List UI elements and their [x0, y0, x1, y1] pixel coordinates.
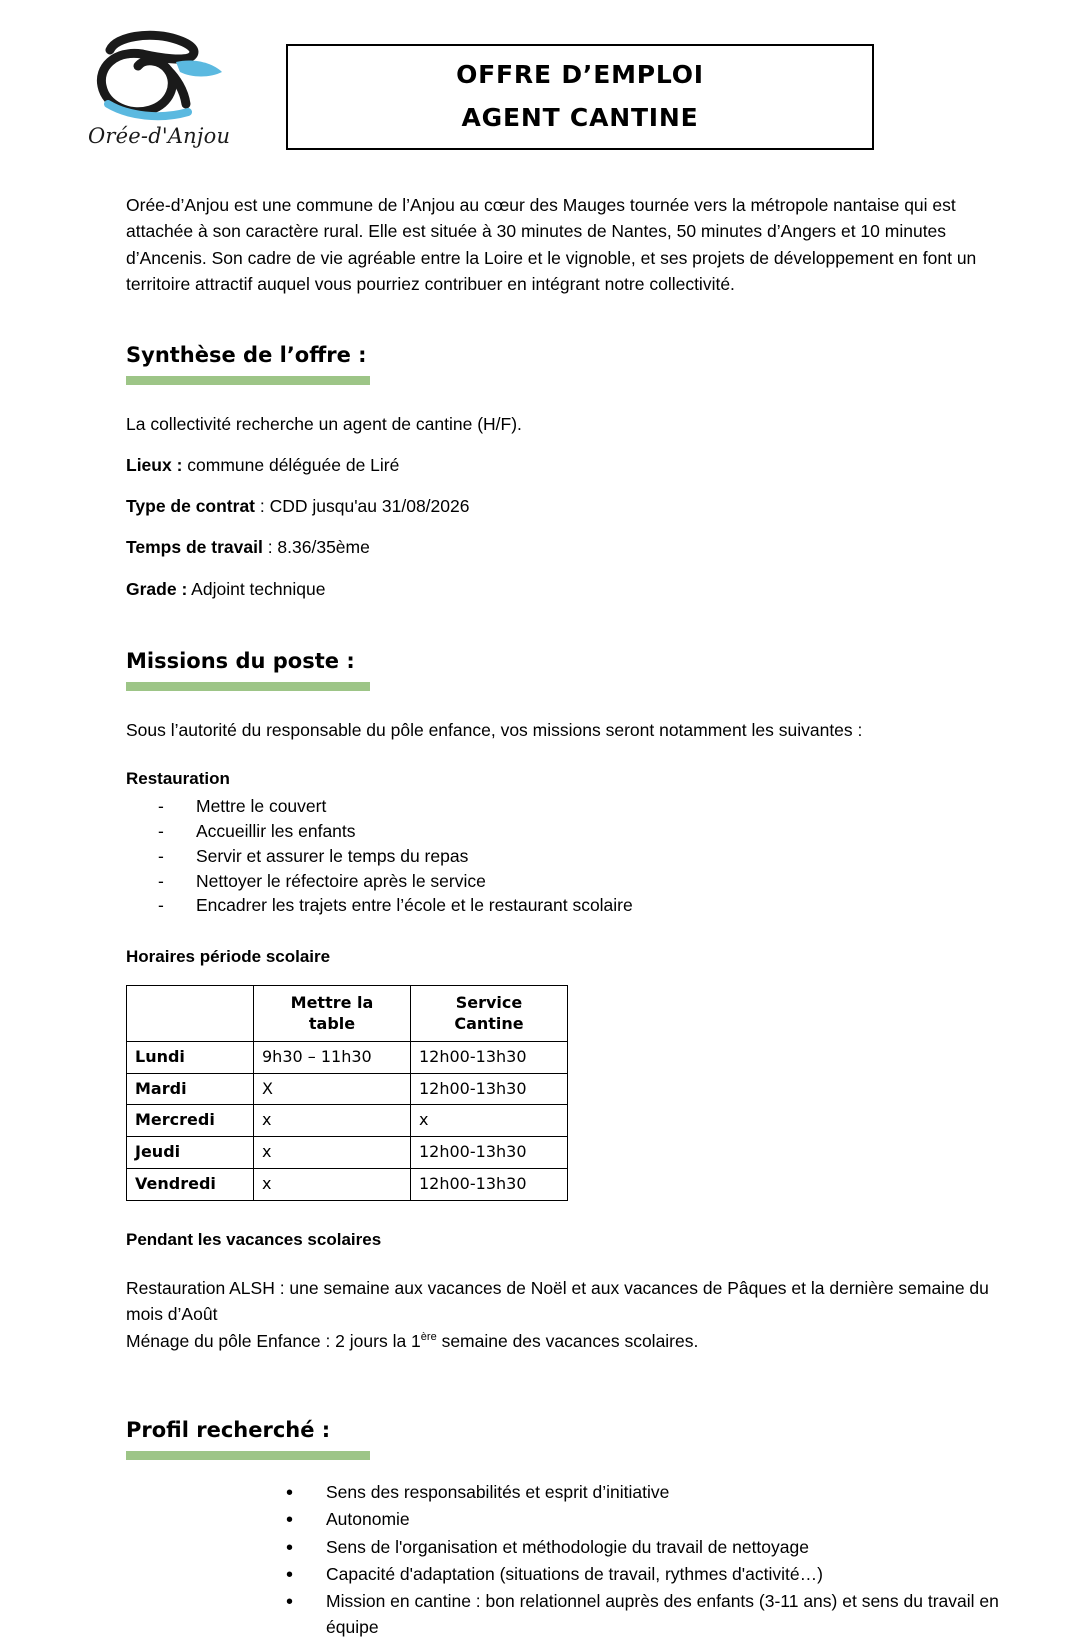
list-item: • Capacité d'adaptation (situations de travail, rythmes d'activité…) [286, 1562, 1002, 1587]
vacances-paragraph-1: Restauration ALSH : une semaine aux vacances de Noël et aux vacances de Pâques et la dernière semaine du mois d’Août [126, 1278, 989, 1325]
table-cell-day: Mardi [127, 1073, 254, 1105]
vacances-heading: Pendant les vacances scolaires [126, 1229, 382, 1249]
table-cell-table: x [254, 1137, 411, 1169]
synthese-content [126, 411, 1002, 603]
synthese-grade [126, 576, 1002, 603]
list-item: • Sens des responsabilités et esprit d’initiative [286, 1480, 1002, 1505]
synthese-temps [126, 534, 1002, 561]
table-cell-table: x [254, 1105, 411, 1137]
table-col-mettre-la-table: Mettre la table [254, 985, 411, 1041]
list-item: - Accueillir les enfants [158, 819, 1002, 844]
synthese-lieux [126, 452, 1002, 479]
table-col-service-cantine: Service Cantine [411, 985, 568, 1041]
lieux-label: Lieux : [126, 455, 183, 476]
section-synthese [126, 343, 1002, 603]
table-row [127, 1169, 568, 1201]
synthese-line: La collectivité recherche un agent de cantine (H/F). [126, 414, 522, 434]
synthese-contrat [126, 493, 1002, 520]
table-corner-cell [127, 985, 254, 1041]
job-title-box [286, 44, 874, 150]
section-rule [126, 1451, 370, 1460]
table-cell-cantine: 12h00-13h30 [411, 1073, 568, 1105]
section-heading-missions: Missions du poste : [126, 648, 355, 673]
intro-paragraph: Orée-d’Anjou est une commune de l’Anjou au cœur des Mauges tournée vers la métropole nantaise qui est attachée à son caractère rural. Elle est située à 30 minutes de Nantes, 50 minutes d’Angers et 10 minutes d’Ancenis. Son cadre de vie agréable entre la Loire et le vignoble, et ses projets de développement en font un territoire attractif auquel vous pourriez contribuer en intégrant notre collectivité. [126, 195, 977, 294]
table-header-row [127, 985, 568, 1041]
section-rule [126, 376, 370, 385]
contrat-label: Type de contrat [126, 496, 256, 517]
schedule-table [126, 985, 568, 1201]
section-profil [126, 1418, 1002, 1640]
section-heading-synthese: Synthèse de l’offre : [126, 343, 367, 367]
temps-value: : 8.36/35ème [262, 537, 370, 558]
table-cell-day: Lundi [127, 1041, 254, 1073]
horaires-heading: Horaires période scolaire [126, 947, 331, 967]
document-header [0, 0, 1080, 168]
table-row [127, 1073, 568, 1105]
vacances-p2-ordinal: ère [420, 1330, 437, 1343]
section-heading-profil: Profil recherché : [126, 1417, 331, 1442]
temps-label: Temps de travail [126, 537, 263, 558]
missions-content [126, 717, 1002, 1354]
section-rule [126, 682, 370, 691]
lieux-value: commune déléguée de Liré [182, 455, 400, 476]
list-item: • Autonomie [286, 1507, 1002, 1532]
document-body [0, 192, 1080, 1640]
missions-intro: Sous l’autorité du responsable du pôle enfance, vos missions seront notamment les suivantes : [126, 719, 863, 740]
vacances-note [126, 1275, 1002, 1354]
list-item: • Mission en cantine : bon relationnel auprès des enfants (3-11 ans) et sens du travail en équipe [286, 1589, 1002, 1640]
restauration-list [126, 794, 1002, 918]
vacances-paragraph-2 [126, 1328, 1002, 1354]
table-cell-cantine: 12h00-13h30 [411, 1169, 568, 1201]
table-row [127, 1041, 568, 1073]
list-item: - Nettoyer le réfectoire après le service [158, 869, 1002, 894]
contrat-value: : CDD jusqu'au 31/08/2026 [255, 496, 470, 517]
list-item: - Servir et assurer le temps du repas [158, 844, 1002, 869]
logo-wordmark: Orée-d'Anjou [88, 124, 231, 148]
table-cell-cantine: x [411, 1105, 568, 1137]
table-cell-day: Jeudi [127, 1137, 254, 1169]
table-row [127, 1137, 568, 1169]
oree-danjou-logo [80, 28, 250, 168]
list-item: - Mettre le couvert [158, 794, 1002, 819]
table-cell-day: Mercredi [127, 1105, 254, 1137]
grade-value: Adjoint technique [187, 578, 326, 599]
list-item: • Sens de l'organisation et méthodologie du travail de nettoyage [286, 1535, 1002, 1560]
table-cell-table: 9h30 – 11h30 [254, 1041, 411, 1073]
restauration-heading: Restauration [126, 768, 230, 788]
job-title-primary: OFFRE D’EMPLOI [456, 60, 704, 89]
logo-mark-icon [80, 28, 250, 138]
grade-label: Grade : [126, 578, 188, 599]
table-cell-cantine: 12h00-13h30 [411, 1041, 568, 1073]
table-cell-cantine: 12h00-13h30 [411, 1137, 568, 1169]
profil-list [126, 1480, 1002, 1640]
list-item: - Encadrer les trajets entre l’école et le restaurant scolaire [158, 893, 1002, 918]
vacances-p2-part-b: semaine des vacances scolaires. [436, 1330, 699, 1351]
section-missions [126, 649, 1002, 1354]
vacances-p2-part-a: Ménage du pôle Enfance : 2 jours la 1 [126, 1330, 421, 1351]
table-row [127, 1105, 568, 1137]
table-cell-table: x [254, 1169, 411, 1201]
table-cell-day: Vendredi [127, 1169, 254, 1201]
table-cell-table: X [254, 1073, 411, 1105]
job-title-secondary: AGENT CANTINE [461, 103, 699, 132]
